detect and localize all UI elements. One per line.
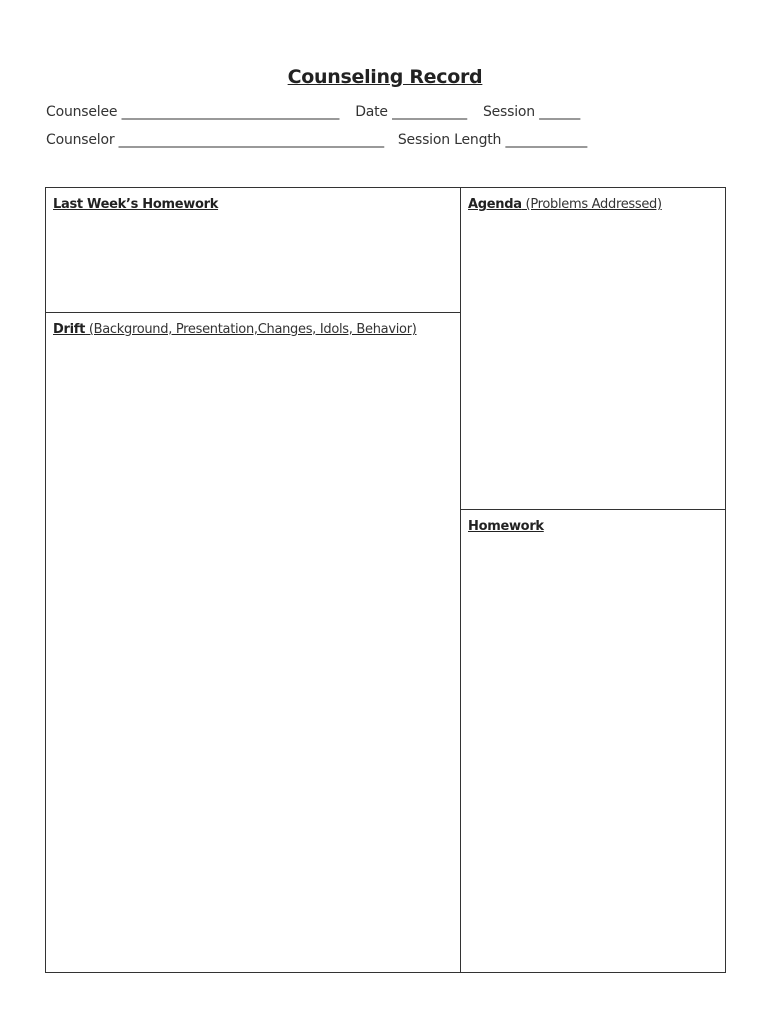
- session-label: Session: [482, 104, 535, 120]
- session-length-field[interactable]: ____________: [505, 132, 588, 148]
- homework-title: Homework: [468, 519, 544, 534]
- date-field[interactable]: ___________: [392, 104, 467, 120]
- session-field[interactable]: ______: [539, 104, 581, 120]
- last-week-homework-heading: [53, 197, 218, 212]
- drift-title: Drift: [53, 322, 86, 337]
- homework-heading: [468, 519, 544, 534]
- page-title: Counseling Record: [287, 66, 483, 88]
- drift-heading: [53, 322, 417, 337]
- drift-box[interactable]: [46, 313, 461, 972]
- session-length-label: Session Length: [397, 132, 502, 148]
- last-week-homework-title: Last Week’s Homework: [53, 197, 219, 212]
- last-week-homework-box[interactable]: [46, 188, 461, 313]
- header-row-1: [46, 104, 580, 120]
- agenda-box[interactable]: [461, 188, 725, 510]
- counselee-field[interactable]: ________________________________: [121, 104, 340, 120]
- agenda-subtitle: (Problems Addressed): [521, 197, 662, 212]
- counselor-label: Counselor: [46, 132, 115, 148]
- counselee-label: Counselee: [46, 104, 118, 120]
- agenda-heading: [468, 197, 662, 212]
- drift-subtitle: (Background, Presentation,Changes, Idols, Behavior): [85, 322, 417, 337]
- agenda-title: Agenda: [468, 197, 522, 212]
- homework-box[interactable]: [461, 510, 725, 972]
- header-row-2: [46, 132, 587, 148]
- counselor-field[interactable]: _______________________________________: [118, 132, 384, 148]
- date-label: Date: [355, 104, 388, 120]
- record-grid: [45, 187, 726, 973]
